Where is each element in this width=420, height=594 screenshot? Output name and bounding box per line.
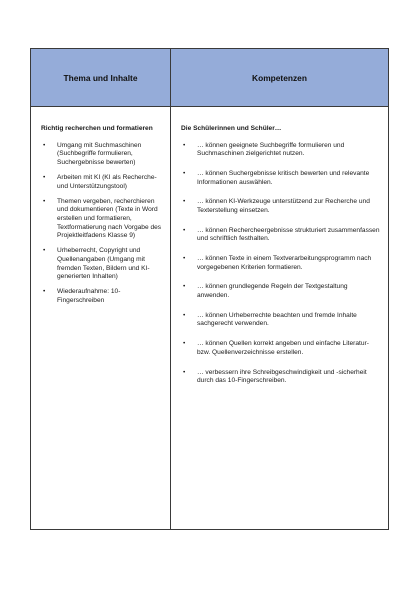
list-item bbox=[179, 255, 380, 272]
list-item bbox=[39, 174, 162, 191]
list-item bbox=[39, 198, 162, 241]
bullet-icon: • bbox=[183, 255, 186, 263]
header-topics-label: Thema und Inhalte bbox=[63, 72, 138, 83]
list-item bbox=[179, 283, 380, 300]
bullet-icon: • bbox=[183, 226, 186, 234]
topics-cell bbox=[31, 107, 171, 529]
bullet-icon: • bbox=[183, 169, 186, 177]
bullet-icon: • bbox=[183, 368, 186, 376]
list-item-text: … können Texte in einem Textverarbeitungsprogramm nach vorgegebenen Kriterien formatieren. bbox=[197, 255, 372, 271]
list-item bbox=[179, 312, 380, 329]
list-item bbox=[179, 170, 380, 187]
list-item-text: Themen vergeben, recherchieren und dokumentieren (Texte in Word erstellen und formatieren, Textformatierung nach Vorgabe des Projektleitfadens Klasse 9) bbox=[57, 197, 162, 240]
list-item-text: … können Suchergebnisse kritisch bewerten und relevante Informationen auswählen. bbox=[197, 169, 370, 186]
list-item bbox=[179, 227, 380, 244]
bullet-icon: • bbox=[43, 288, 46, 296]
list-item bbox=[179, 198, 380, 215]
curriculum-table bbox=[30, 48, 389, 530]
list-item-text: Umgang mit Suchmaschinen (Suchbegriffe formulieren, Suchergebnisse bewerten) bbox=[57, 141, 142, 166]
header-competencies-label: Kompetenzen bbox=[252, 72, 307, 83]
bullet-icon: • bbox=[43, 173, 46, 181]
bullet-icon: • bbox=[43, 141, 46, 149]
list-item bbox=[179, 369, 380, 386]
list-item-text: … können geeignete Suchbegriffe formulieren und Suchmaschinen zielgerichtet nutzen. bbox=[197, 141, 345, 158]
list-item bbox=[179, 340, 380, 357]
bullet-icon: • bbox=[183, 283, 186, 291]
list-item-text: … können Urheberrechte beachten und fremde Inhalte sachgerecht verwenden. bbox=[197, 311, 357, 328]
list-item bbox=[39, 247, 162, 281]
bullet-icon: • bbox=[183, 340, 186, 348]
header-competencies bbox=[171, 49, 388, 107]
list-item-text: … können Rechercheergebnisse strukturiert zusammenfassen und schriftlich festhalten. bbox=[197, 226, 380, 243]
list-item bbox=[39, 142, 162, 168]
list-item-text: Wiederaufnahme: 10-Fingerschreiben bbox=[57, 288, 121, 304]
competencies-heading: Die Schülerinnen und Schüler… bbox=[181, 125, 282, 132]
bullet-icon: • bbox=[43, 197, 46, 205]
bullet-icon: • bbox=[183, 311, 186, 319]
list-item-text: … können KI-Werkzeuge unterstützend zur Recherche und Texterstellung einsetzen. bbox=[197, 198, 370, 214]
bullet-icon: • bbox=[43, 247, 46, 255]
bullet-icon: • bbox=[183, 198, 186, 206]
topics-list bbox=[39, 142, 162, 306]
competencies-cell bbox=[171, 107, 388, 529]
list-item-text: Arbeiten mit KI (KI als Recherche- und Unterstützungstool) bbox=[57, 173, 157, 190]
competencies-list bbox=[179, 142, 380, 386]
list-item-text: … können Quellen korrekt angeben und einfache Literatur- bzw. Quellenverzeichnisse erstellen. bbox=[197, 340, 369, 356]
bullet-icon: • bbox=[183, 141, 186, 149]
topics-heading: Richtig recherchen und formatieren bbox=[41, 125, 153, 132]
list-item bbox=[179, 142, 380, 159]
list-item-text: Urheberrecht, Copyright und Quellenangaben (Umgang mit fremden Texten, Bildern und KI-generierten Inhalten) bbox=[57, 247, 150, 281]
list-item bbox=[39, 288, 162, 305]
header-topics bbox=[31, 49, 171, 107]
list-item-text: … können grundlegende Regeln der Textgestaltung anwenden. bbox=[197, 283, 348, 300]
list-item-text: … verbessern ihre Schreibgeschwindigkeit und -sicherheit durch das 10-Fingerschreiben. bbox=[197, 368, 367, 385]
